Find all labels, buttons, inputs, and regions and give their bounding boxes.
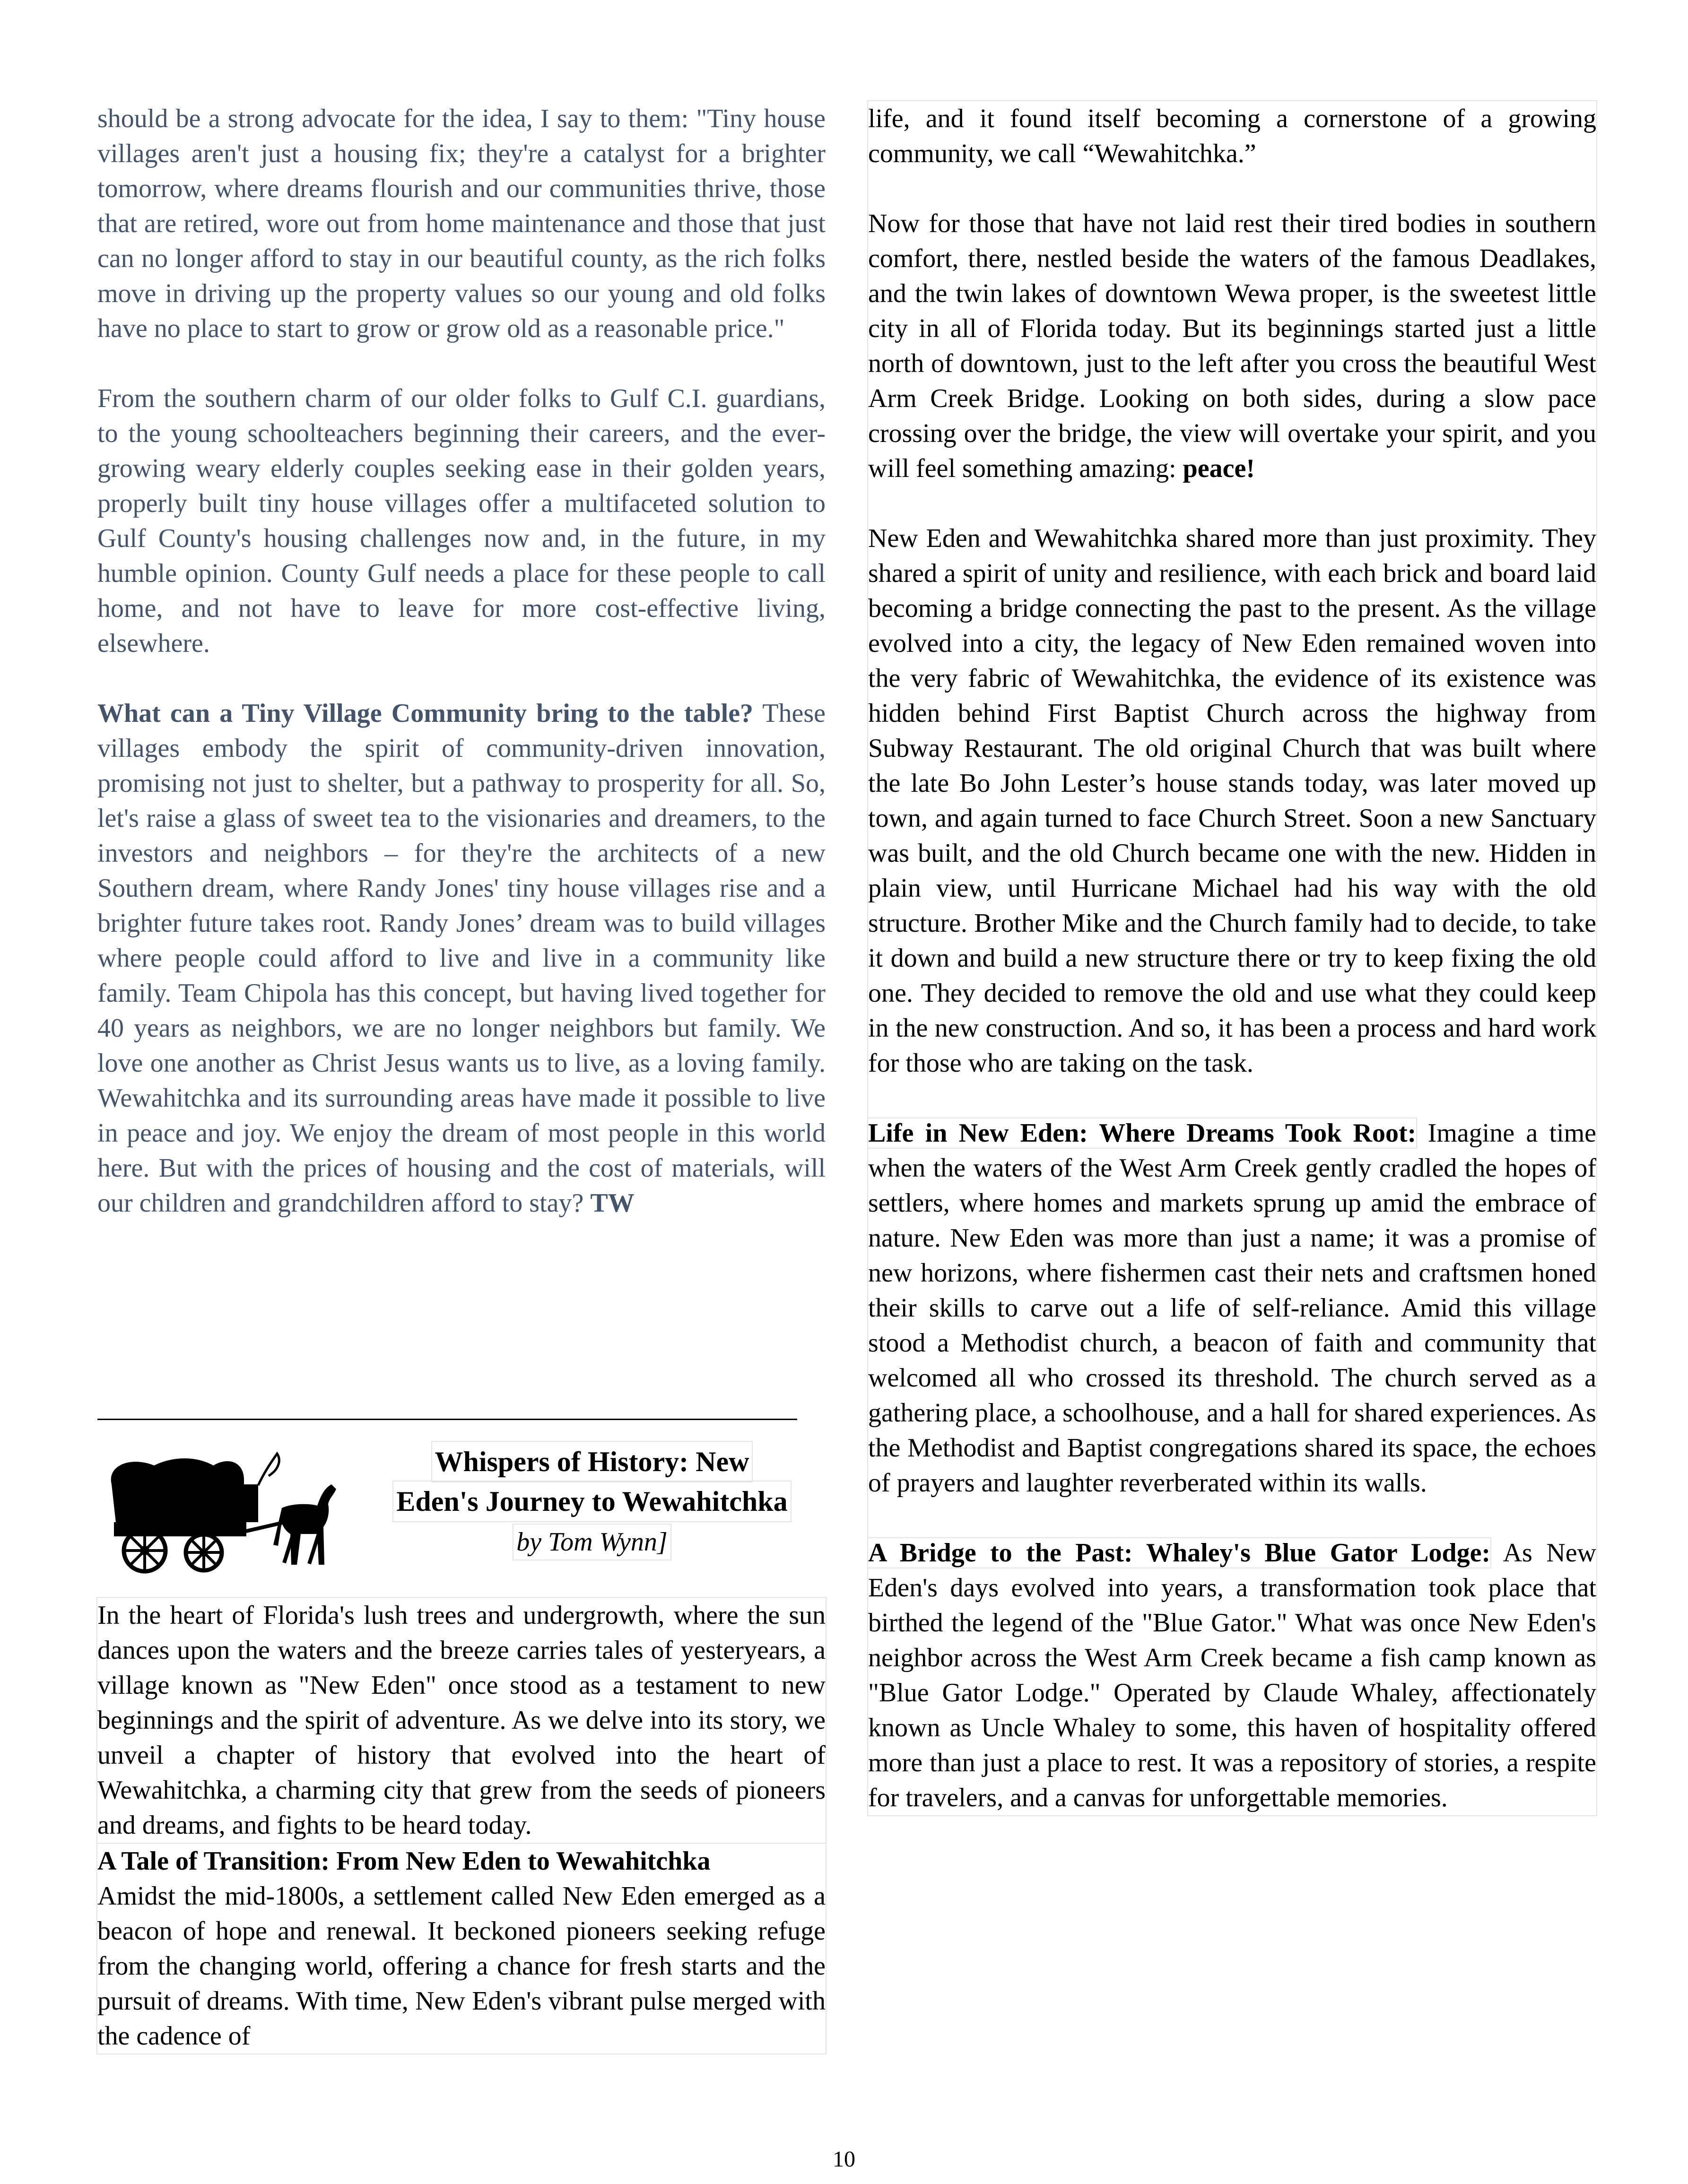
paragraph-southern-comfort-text: Now for those that have not laid rest their tired bodies in southern comfort, there, nestled beside the waters of the famous Deadlakes, and the twin lakes of downtown Wewa proper, is the sweetest little city in all of Florida today. But its beginnings started just a little north of downtown, just to the left after you cross the beautiful West Arm Creek Bridge. Looking on both sides, during a slow pace crossing over the bridge, the view will overtake your spirit, and you will feel something amazing:: [868, 209, 1596, 483]
section-heading-blue-gator-lodge: A Bridge to the Past: Whaley's Blue Gator Lodge:: [868, 1538, 1491, 1568]
paragraph-mid-1800s: Amidst the mid-1800s, a settlement called New Eden emerged as a beacon of hope and renewal. It beckoned pioneers seeking refuge from the changing world, offering a chance for fresh starts and the pursuit of dreams. With time, New Eden's vibrant pulse merged with the cadence of: [97, 1881, 826, 2051]
article-title-line-2: Eden's Journey to Wewahitchka: [393, 1482, 790, 1521]
article-header: [358, 1442, 826, 1561]
left-column-top: [97, 101, 826, 1221]
paragraph-blue-gator-lodge: As New Eden's days evolved into years, a transformation took place that birthed the legend of the "Blue Gator." What was once New Eden's neighbor across the West Arm Creek became a fish camp known as "Blue Gator Lodge." Operated by Claude Whaley, affectionately known as Uncle Whaley to some, this haven of hospitality offered more than just a place to rest. It was a repository of stories, a respite for travelers, and a canvas for unforgettable memories.: [868, 1538, 1596, 1812]
article-byline: by Tom Wynn]: [513, 1525, 670, 1560]
section-life-in-new-eden: [868, 1116, 1596, 1500]
paragraph-heart-of-florida: In the heart of Florida's lush trees and undergrowth, where the sun dances upon the waters and the breeze carries tales of yesteryears, a village known as "New Eden" once stood as a testament to new beginnings and the spirit of adventure. As we delve into its story, we unveil a chapter of history that evolved into the heart of Wewahitchka, a charming city that grew from the seeds of pioneers and dreams, and fights to be heard today.: [97, 1601, 826, 1840]
section-heading-tiny-village: What can a Tiny Village Community bring to the table?: [97, 699, 754, 728]
page-number: 10: [833, 2147, 855, 2172]
right-column: [868, 101, 1596, 1815]
peace-emphasis: peace!: [1183, 454, 1255, 483]
paragraph-tiny-house-quote: should be a strong advocate for the idea, I say to them: "Tiny house villages aren't just a housing fix; they're a catalyst for a brighter tomorrow, where dreams flourish and our communities thrive, those that are retired, wore out from home maintenance and those that just can no longer afford to stay in our beautiful county, as the rich folks move in driving up the property values so our young and old folks have no place to start to grow or grow old as a reasonable price.": [97, 104, 826, 343]
section-heading-tale-of-transition: A Tale of Transition: From New Eden to Wewahitchka: [97, 1843, 826, 1879]
left-column-bottom: [97, 1598, 826, 2054]
paragraph-southern-charm: From the southern charm of our older folks to Gulf C.I. guardians, to the young schoolteachers beginning their careers, and the ever-growing weary elderly couples seeking ease in their golden years, properly built tiny house villages offer a multifaceted solution to Gulf County's housing challenges now and, in the future, in my humble opinion. County Gulf needs a place for these people to call home, and not have to leave for more cost-effective living, elsewhere.: [97, 384, 826, 658]
paragraph-southern-comfort: [868, 206, 1596, 486]
article-title-line-1: Whispers of History: New: [432, 1442, 752, 1482]
paragraph-life-in-new-eden: Imagine a time when the waters of the West Arm Creek gently cradled the hopes of settlers, where homes and markets sprung up amid the embrace of nature. New Eden was more than just a name; it was a promise of new horizons, where fishermen cast their nets and craftsmen honed their skills to carve out a life of self-reliance. Amid this village stood a Methodist church, a beacon of faith and community that welcomed all who crossed its threshold. The church served as a gathering place, a schoolhouse, and a hall for shared experiences. As the Methodist and Baptist congregations shared its space, the echoes of prayers and laughter reverberated within its walls.: [868, 1118, 1596, 1498]
covered-wagon-icon: [102, 1451, 339, 1579]
paragraph-shared-proximity: New Eden and Wewahitchka shared more than just proximity. They shared a spirit of unity and resilience, with each brick and board laid becoming a bridge connecting the past to the present. As the village evolved into a city, the legacy of New Eden remained woven into the very fabric of Wewahitchka, the evidence of its existence was hidden behind First Baptist Church across the highway from Subway Restaurant. The old original Church that was built where the late Bo John Lester’s house stands today, was later moved up town, and again turned to face Church Street. Soon a new Sanctuary was built, and the old Church became one with the new. Hidden in plain view, until Hurricane Michael had his way with the old structure. Brother Mike and the Church family had to decide, to take it down and build a new structure there or try to keep fixing the old one. They decided to remove the old and use what they could keep in the new construction. And so, it has been a process and hard work for those who are taking on the task.: [868, 524, 1596, 1078]
section-tiny-village: [97, 696, 826, 1221]
paragraph-tiny-village: These villages embody the spirit of community-driven innovation, promising not just to shelter, but a pathway to prosperity for all. So, let's raise a glass of sweet tea to the visionaries and dreamers, to the investors and neighbors – for they're the architects of a new Southern dream, where Randy Jones' tiny house villages rise and a brighter future takes root. Randy Jones’ dream was to build villages where people could afford to live and live in a community like family. Team Chipola has this concept, but having lived together for 40 years as neighbors, we are no longer neighbors but family. We love one another as Christ Jesus wants us to live, as a loving family. Wewahitchka and its surrounding areas have made it possible to live in peace and joy. We enjoy the dream of most people in this world here. But with the prices of housing and the cost of materials, will our children and grandchildren afford to stay?: [97, 699, 826, 1218]
author-initials: TW: [590, 1188, 635, 1218]
section-divider: [97, 1419, 797, 1420]
section-blue-gator-lodge: [868, 1535, 1596, 1815]
section-heading-life-in-new-eden: Life in New Eden: Where Dreams Took Root:: [868, 1118, 1417, 1148]
paragraph-cornerstone: life, and it found itself becoming a cornerstone of a growing community, we call “Wewahitchka.”: [868, 104, 1596, 168]
